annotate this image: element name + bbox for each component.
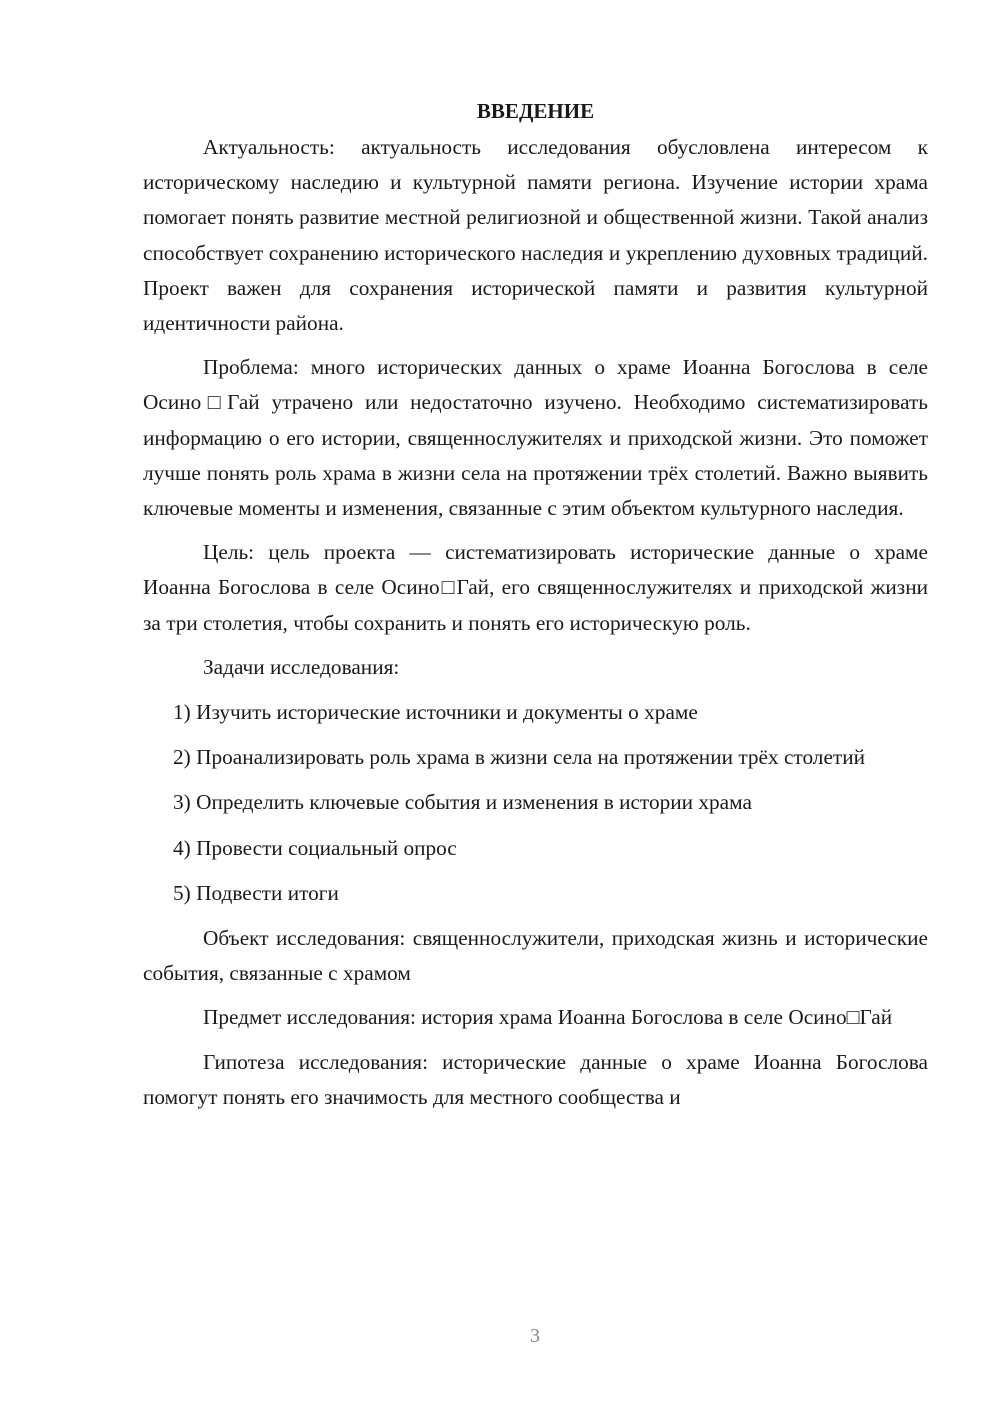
task-item: 5) Подвести итоги <box>173 880 339 905</box>
task-item: 3) Определить ключевые события и изменения в истории храма <box>173 790 752 815</box>
task-item: 1) Изучить исторические источники и документы о храме <box>173 700 698 725</box>
paragraph-subject: Предмет исследования: история храма Иоанна Богослова в селе Осино□Гай <box>203 1005 893 1030</box>
task-item: 2) Проанализировать роль храма в жизни села на протяжении трёх столетий <box>173 745 865 770</box>
paragraph-object: Объект исследования: священнослужители, приходская жизнь и исторические события, связанные с храмом <box>143 926 928 986</box>
document-page <box>143 96 928 1124</box>
paragraph-hypothesis: Гипотеза исследования: исторические данные о храме Иоанна Богослова помогут понять его значимость для местного сообщества и <box>143 1049 928 1109</box>
paragraph-relevance: Актуальность: актуальность исследования обусловлена интересом к историческому наследию и культурной памяти региона. Изучение истории храма помогает понять развитие местной религиозной и общественной жизни. Такой анализ способствует сохранению исторического наследия и укреплению духовных традиций. Проект важен для сохранения исторической памяти и развития культурной идентичности района. <box>143 135 928 336</box>
paragraph-problem: Проблема: много исторических данных о храме Иоанна Богослова в селе Осино□Гай утрачено или недостаточно изучено. Необходимо систематизировать информацию о его истории, священнослужителях и приходской жизни. Это поможет лучше понять роль храма в жизни села на протяжении трёх столетий. Важно выявить ключевые моменты и изменения, связанные с этим объектом культурного наследия. <box>143 355 928 521</box>
tasks-heading: Задачи исследования: <box>203 654 400 679</box>
task-item: 4) Провести социальный опрос <box>173 835 457 860</box>
section-title: ВВЕДЕНИЕ <box>476 99 595 123</box>
tasks-list <box>143 695 928 911</box>
page-number: 3 <box>530 1325 540 1347</box>
paragraph-goal: Цель: цель проекта — систематизировать исторические данные о храме Иоанна Богослова в селе Осино□Гай, его священнослужителях и приходской жизни за три столетия, чтобы сохранить и понять его историческую роль. <box>143 540 928 635</box>
